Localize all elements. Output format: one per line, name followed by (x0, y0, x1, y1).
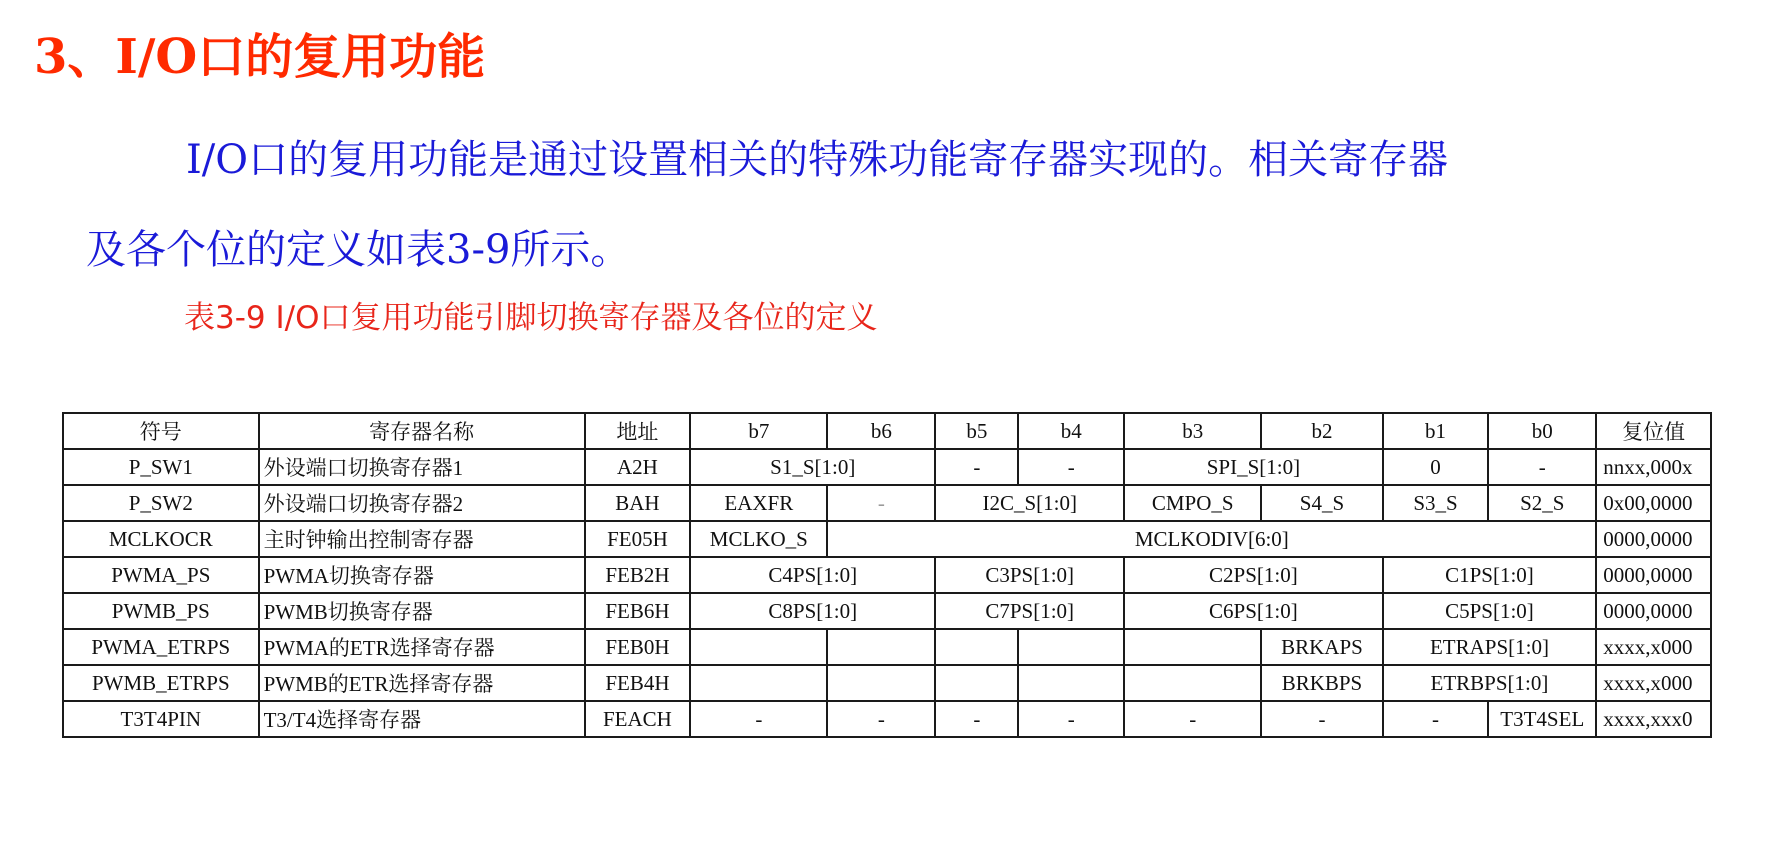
bit-cell: S3_S (1383, 485, 1489, 521)
bit-cell: - (1383, 701, 1489, 737)
register-name-cell: 主时钟输出控制寄存器 (259, 521, 585, 557)
reset-value-cell: 0000,0000 (1596, 557, 1711, 593)
header-cell: b6 (827, 413, 935, 449)
bit-cell (1018, 629, 1124, 665)
bit-cell: S4_S (1261, 485, 1382, 521)
reset-value-cell: 0000,0000 (1596, 593, 1711, 629)
header-cell: 地址 (585, 413, 691, 449)
table-row (63, 665, 1711, 701)
reset-value-cell: nnxx,000x (1596, 449, 1711, 485)
bit-field-cell: C1PS[1:0] (1383, 557, 1597, 593)
header-cell: b4 (1018, 413, 1124, 449)
address-cell: FEB2H (585, 557, 691, 593)
bit-cell: CMPO_S (1124, 485, 1261, 521)
symbol-cell: MCLKOCR (63, 521, 259, 557)
bit-cell: T3T4SEL (1488, 701, 1596, 737)
bit-cell (690, 629, 827, 665)
bit-field-cell: C8PS[1:0] (690, 593, 935, 629)
bit-cell: - (1018, 701, 1124, 737)
table-row (63, 449, 1711, 485)
bit-cell: 0 (1383, 449, 1489, 485)
symbol-cell: P_SW2 (63, 485, 259, 521)
bit-cell: - (827, 701, 935, 737)
bit-cell: - (1124, 701, 1261, 737)
table-row (63, 593, 1711, 629)
header-cell: 符号 (63, 413, 259, 449)
header-cell: b0 (1488, 413, 1596, 449)
bit-field-cell: C5PS[1:0] (1383, 593, 1597, 629)
header-cell: b3 (1124, 413, 1261, 449)
bit-cell: - (935, 701, 1018, 737)
bit-cell (935, 629, 1018, 665)
paragraph-line-2: 及各个位的定义如表3-9所示。 (86, 227, 631, 273)
register-name-cell: PWMB的ETR选择寄存器 (259, 665, 585, 701)
symbol-cell: P_SW1 (63, 449, 259, 485)
address-cell: A2H (585, 449, 691, 485)
bit-field-cell: I2C_S[1:0] (935, 485, 1124, 521)
header-cell: b2 (1261, 413, 1382, 449)
table-row (63, 521, 1711, 557)
bit-cell (827, 665, 935, 701)
symbol-cell: PWMA_PS (63, 557, 259, 593)
reset-value-cell: 0x00,0000 (1596, 485, 1711, 521)
bit-cell: - (1018, 449, 1124, 485)
reset-value-cell: xxxx,x000 (1596, 665, 1711, 701)
symbol-cell: PWMB_ETRPS (63, 665, 259, 701)
bit-cell: - (1261, 701, 1382, 737)
header-cell: b1 (1383, 413, 1489, 449)
bit-field-cell: C4PS[1:0] (690, 557, 935, 593)
bit-cell (690, 665, 827, 701)
bit-cell: MCLKO_S (690, 521, 827, 557)
bit-cell (935, 665, 1018, 701)
table-header-row (63, 413, 1711, 449)
bit-field-cell: C7PS[1:0] (935, 593, 1124, 629)
bit-field-cell: C3PS[1:0] (935, 557, 1124, 593)
table-row (63, 557, 1711, 593)
bit-cell: - (690, 701, 827, 737)
symbol-cell: PWMA_ETRPS (63, 629, 259, 665)
symbol-cell: PWMB_PS (63, 593, 259, 629)
bit-cell: S2_S (1488, 485, 1596, 521)
address-cell: FEACH (585, 701, 691, 737)
bit-cell: - (935, 449, 1018, 485)
bit-cell: EAXFR (690, 485, 827, 521)
address-cell: FEB6H (585, 593, 691, 629)
bit-cell (1124, 629, 1261, 665)
header-cell: 寄存器名称 (259, 413, 585, 449)
table-caption: 表3-9 I/O口复用功能引脚切换寄存器及各位的定义 (184, 300, 878, 336)
bit-field-cell: SPI_S[1:0] (1124, 449, 1383, 485)
bit-field-cell: C6PS[1:0] (1124, 593, 1383, 629)
bit-field-cell: ETRAPS[1:0] (1383, 629, 1597, 665)
bit-cell (1124, 665, 1261, 701)
bit-cell: BRKBPS (1261, 665, 1382, 701)
reset-value-cell: xxxx,xxx0 (1596, 701, 1711, 737)
reset-value-cell: 0000,0000 (1596, 521, 1711, 557)
table-row (63, 701, 1711, 737)
symbol-cell: T3T4PIN (63, 701, 259, 737)
bit-cell: BRKAPS (1261, 629, 1382, 665)
bit-field-cell: MCLKODIV[6:0] (827, 521, 1596, 557)
address-cell: BAH (585, 485, 691, 521)
register-name-cell: PWMA切换寄存器 (259, 557, 585, 593)
reset-value-cell: xxxx,x000 (1596, 629, 1711, 665)
section-title: 3、I/O口的复用功能 (34, 29, 486, 85)
header-cell: b7 (690, 413, 827, 449)
bit-field-cell: ETRBPS[1:0] (1383, 665, 1597, 701)
register-name-cell: 外设端口切换寄存器1 (259, 449, 585, 485)
register-name-cell: 外设端口切换寄存器2 (259, 485, 585, 521)
register-table (62, 412, 1712, 738)
paragraph-line-1: I/O口的复用功能是通过设置相关的特殊功能寄存器实现的。相关寄存器 (186, 137, 1449, 183)
register-name-cell: T3/T4选择寄存器 (259, 701, 585, 737)
bit-cell (1018, 665, 1124, 701)
register-name-cell: PWMA的ETR选择寄存器 (259, 629, 585, 665)
address-cell: FEB4H (585, 665, 691, 701)
register-name-cell: PWMB切换寄存器 (259, 593, 585, 629)
bit-cell: - (827, 485, 935, 521)
bit-field-cell: C2PS[1:0] (1124, 557, 1383, 593)
table-row (63, 629, 1711, 665)
bit-field-cell: S1_S[1:0] (690, 449, 935, 485)
bit-cell: - (1488, 449, 1596, 485)
header-cell: b5 (935, 413, 1018, 449)
table-row (63, 485, 1711, 521)
address-cell: FEB0H (585, 629, 691, 665)
header-cell: 复位值 (1596, 413, 1711, 449)
bit-cell (827, 629, 935, 665)
address-cell: FE05H (585, 521, 691, 557)
